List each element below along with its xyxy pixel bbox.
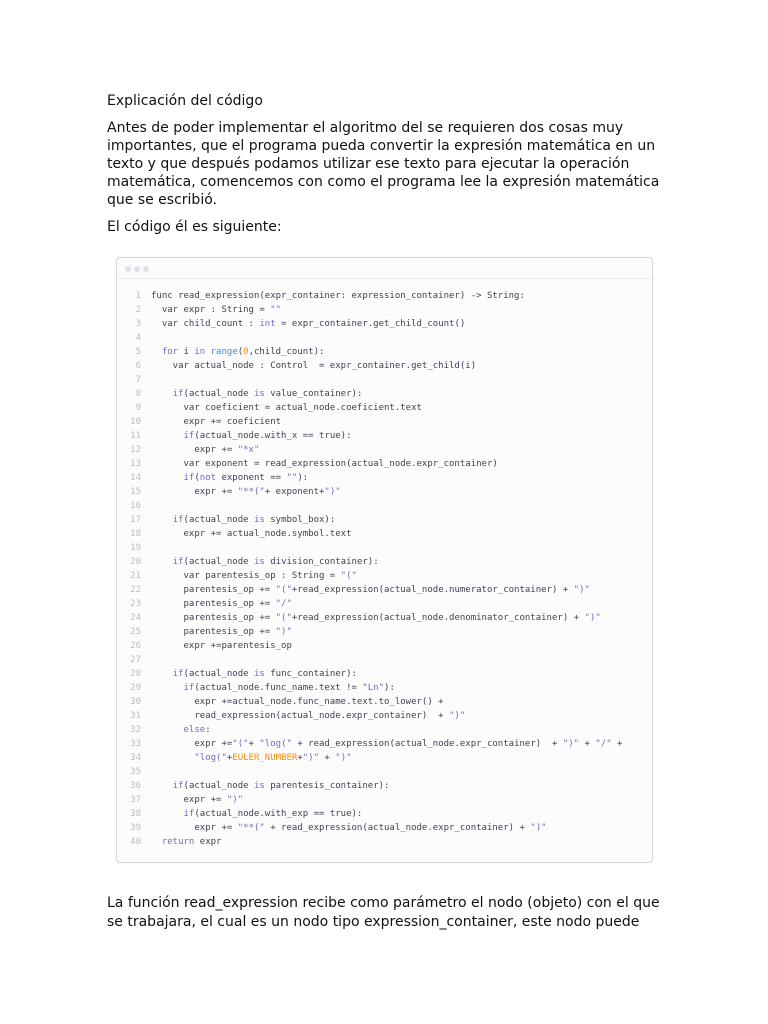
line-number: 34	[130, 753, 141, 763]
code-text: expr += "*x"	[151, 445, 260, 455]
code-line	[117, 415, 652, 429]
code-line	[117, 527, 652, 541]
code-line	[117, 793, 652, 807]
code-text: "log("+EULER_NUMBER+")" + ")"	[194, 753, 352, 763]
code-line	[117, 513, 652, 527]
code-lines	[117, 289, 652, 849]
code-line	[117, 737, 652, 751]
line-number: 2	[135, 305, 141, 315]
line-number: 37	[130, 795, 141, 805]
code-text: read_expression(actual_node.expr_container) + ")"	[151, 711, 466, 721]
section-heading: Explicación del código	[107, 93, 263, 109]
code-line	[117, 751, 652, 765]
line-number: 12	[130, 445, 141, 455]
code-line	[117, 653, 652, 667]
line-number: 33	[130, 739, 141, 749]
line-number: 11	[130, 431, 141, 441]
line-number: 19	[130, 543, 141, 553]
code-line	[117, 611, 652, 625]
code-text: if(actual_node is value_container):	[172, 389, 363, 399]
code-text: expr += coeficient	[151, 417, 282, 427]
line-number: 14	[130, 473, 141, 483]
line-number: 10	[130, 417, 141, 427]
code-window-titlebar	[117, 258, 652, 279]
line-number: 5	[135, 347, 141, 357]
line-number: 40	[130, 837, 141, 847]
intro-paragraph: Antes de poder implementar el algoritmo del se requieren dos cosas muy importantes, que el programa pueda convertir la expresión matemática en un texto y que después podamos utilizar ese texto para ejecutar la operación matemática, comencemos con como el programa lee la expresión matemática que se escribió.	[107, 120, 660, 208]
line-number: 22	[130, 585, 141, 595]
line-number: 25	[130, 627, 141, 637]
line-number: 31	[130, 711, 141, 721]
line-number: 27	[130, 655, 141, 665]
code-text: return expr	[161, 837, 222, 847]
code-text: for i in range(0,child_count):	[161, 347, 325, 357]
code-line	[117, 387, 652, 401]
code-text: parentesis_op += ")"	[151, 627, 292, 637]
code-text: if(actual_node is func_container):	[172, 669, 357, 679]
line-number: 4	[135, 333, 141, 343]
code-line	[117, 625, 652, 639]
code-line	[117, 303, 652, 317]
line-number: 29	[130, 683, 141, 693]
code-line	[117, 373, 652, 387]
code-line	[117, 345, 652, 359]
line-number: 38	[130, 809, 141, 819]
line-number: 35	[130, 767, 141, 777]
code-line	[117, 779, 652, 793]
code-text: else:	[183, 725, 211, 735]
code-line	[117, 485, 652, 499]
code-text: if(actual_node is symbol_box):	[172, 515, 336, 525]
window-dot-icon	[125, 266, 131, 272]
code-line	[117, 499, 652, 513]
line-number: 17	[130, 515, 141, 525]
line-number: 39	[130, 823, 141, 833]
code-text: if(actual_node.with_exp == true):	[183, 809, 363, 819]
code-block	[116, 257, 653, 863]
code-text: if(actual_node.func_name.text != "Ln"):	[183, 683, 395, 693]
window-dot-icon	[143, 266, 149, 272]
code-text: var exponent = read_expression(actual_node.expr_container)	[151, 459, 498, 469]
line-number: 15	[130, 487, 141, 497]
code-line	[117, 821, 652, 835]
code-line	[117, 289, 652, 303]
code-line	[117, 583, 652, 597]
code-line	[117, 709, 652, 723]
code-text: expr +="("+ "log(" + read_expression(actual_node.expr_container) + ")" + "/" +	[151, 739, 623, 749]
explanation-paragraph: La función read_expression recibe como parámetro el nodo (objeto) con el que se trabajara, el cual es un nodo tipo expression_container, este nodo puede	[107, 895, 660, 930]
line-number: 20	[130, 557, 141, 567]
code-text: func read_expression(expr_container: expression_container) -> String:	[151, 291, 525, 301]
line-number: 6	[135, 361, 141, 371]
code-text: if(actual_node is parentesis_container):	[172, 781, 390, 791]
line-number: 3	[135, 319, 141, 329]
code-text: if(actual_node is division_container):	[172, 557, 379, 567]
code-text: expr +=parentesis_op	[151, 641, 292, 651]
line-number: 32	[130, 725, 141, 735]
code-line	[117, 723, 652, 737]
line-number: 30	[130, 697, 141, 707]
code-text: parentesis_op += "/"	[151, 599, 292, 609]
code-text: parentesis_op += "("+read_expression(actual_node.numerator_container) + ")"	[151, 585, 590, 595]
code-line	[117, 807, 652, 821]
code-line	[117, 359, 652, 373]
line-number: 21	[130, 571, 141, 581]
code-intro-paragraph: El código él es siguiente:	[107, 219, 282, 235]
line-number: 16	[130, 501, 141, 511]
code-line	[117, 765, 652, 779]
line-number: 1	[135, 291, 141, 301]
code-line	[117, 639, 652, 653]
code-line	[117, 597, 652, 611]
line-number: 8	[135, 389, 141, 399]
line-number: 24	[130, 613, 141, 623]
line-number: 13	[130, 459, 141, 469]
code-text: var actual_node : Control = expr_container.get_child(i)	[151, 361, 477, 371]
code-line	[117, 555, 652, 569]
code-line	[117, 681, 652, 695]
line-number: 7	[135, 375, 141, 385]
code-line	[117, 429, 652, 443]
code-text: expr += actual_node.symbol.text	[151, 529, 352, 539]
line-number: 23	[130, 599, 141, 609]
code-line	[117, 541, 652, 555]
line-number: 18	[130, 529, 141, 539]
code-line	[117, 457, 652, 471]
window-dot-icon	[134, 266, 140, 272]
code-text: expr +=actual_node.func_name.text.to_lower() +	[151, 697, 444, 707]
document-body	[107, 88, 667, 245]
code-text: expr += "**("+ exponent+")"	[151, 487, 341, 497]
line-number: 28	[130, 669, 141, 679]
code-text: expr += ")"	[151, 795, 244, 805]
code-line	[117, 569, 652, 583]
code-line	[117, 471, 652, 485]
code-line	[117, 401, 652, 415]
code-text: var expr : String = ""	[151, 305, 282, 315]
code-text: if(actual_node.with_x == true):	[183, 431, 352, 441]
line-number: 9	[135, 403, 141, 413]
code-text: expr += "**(" + read_expression(actual_node.expr_container) + ")"	[151, 823, 547, 833]
code-line	[117, 331, 652, 345]
code-line	[117, 443, 652, 457]
code-text: var child_count : int = expr_container.get_child_count()	[151, 319, 466, 329]
code-text: var coeficient = actual_node.coeficient.text	[151, 403, 422, 413]
code-text: parentesis_op += "("+read_expression(actual_node.denominator_container) + ")"	[151, 613, 601, 623]
line-number: 36	[130, 781, 141, 791]
code-line	[117, 695, 652, 709]
code-text: var parentesis_op : String = "("	[151, 571, 357, 581]
code-line	[117, 317, 652, 331]
code-text: if(not exponent == ""):	[183, 473, 309, 483]
code-line	[117, 667, 652, 681]
code-line	[117, 835, 652, 849]
line-number: 26	[130, 641, 141, 651]
